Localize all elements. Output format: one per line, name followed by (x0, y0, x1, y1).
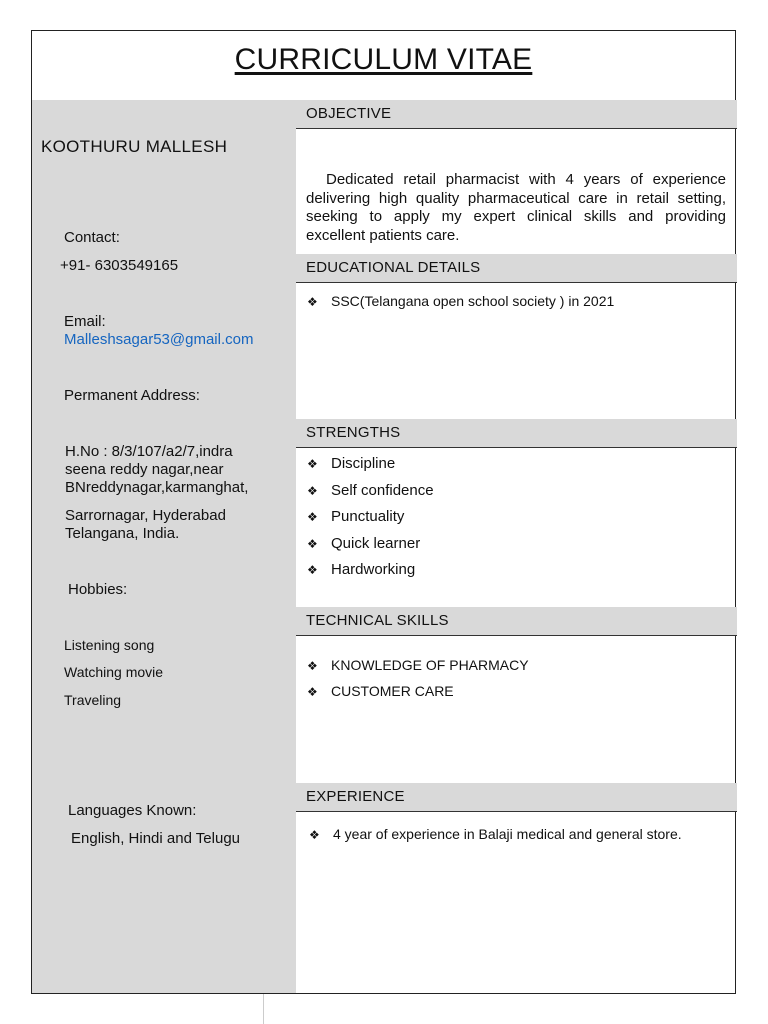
address-line: seena reddy nagar,near (65, 461, 224, 478)
objective-text (306, 171, 726, 245)
document-title: CURRICULUM VITAE (234, 43, 533, 76)
education-item-text: SSC(Telangana open school society ) in 2021 (331, 293, 615, 309)
bullet-icon: ❖ (309, 828, 320, 842)
bullet-icon: ❖ (307, 510, 318, 524)
strength-item (307, 535, 420, 552)
address-line: Telangana, India. (65, 525, 180, 542)
sidebar (32, 100, 296, 993)
contact-label: Contact: (64, 229, 120, 246)
hobby-item: Listening song (64, 637, 155, 653)
objective-body: Dedicated retail pharmacist with 4 years of experience delivering high quality pharmaceutical care in retail setting, seeking to apply my expert clinical skills and providing excellent patients care. (306, 171, 726, 244)
email-label: Email: (64, 313, 106, 330)
strength-item-text: Punctuality (331, 508, 405, 525)
section-heading-technical-skills: TECHNICAL SKILLS (296, 607, 737, 636)
bullet-icon: ❖ (307, 659, 318, 673)
page-divider (263, 994, 264, 1024)
bullet-icon: ❖ (307, 685, 318, 699)
hobby-item: Watching movie (64, 664, 164, 680)
technical-skill-item (307, 683, 454, 699)
hobby-item: Traveling (64, 692, 122, 708)
languages-label: Languages Known: (68, 802, 197, 819)
address-line: BNreddynagar,karmanghat, (65, 479, 249, 496)
strength-item (307, 455, 395, 472)
strength-item-text: Hardworking (331, 561, 416, 578)
section-heading-objective: OBJECTIVE (296, 100, 737, 129)
hobbies-label: Hobbies: (68, 581, 128, 598)
address-line: Sarrornagar, Hyderabad (65, 507, 226, 524)
section-heading-strengths: STRENGTHS (296, 419, 737, 448)
strength-item (307, 508, 404, 525)
email-link[interactable]: Malleshsagar53@gmail.com (64, 331, 254, 348)
strength-item-text: Self confidence (331, 482, 434, 499)
phone-number: +91- 6303549165 (60, 257, 179, 274)
languages-value: English, Hindi and Telugu (71, 830, 241, 847)
technical-skill-text: KNOWLEDGE OF PHARMACY (331, 657, 529, 673)
strength-item-text: Quick learner (331, 535, 421, 552)
bullet-icon: ❖ (307, 484, 318, 498)
strength-item (307, 482, 434, 499)
experience-item-text: 4 year of experience in Balaji medical and general store. (333, 826, 682, 842)
resume-page (31, 30, 736, 994)
strength-item-text: Discipline (331, 455, 396, 472)
strength-item (307, 561, 415, 578)
technical-skill-item (307, 657, 529, 673)
section-heading-education: EDUCATIONAL DETAILS (296, 254, 737, 283)
education-item (307, 293, 614, 309)
technical-skill-text: CUSTOMER CARE (331, 683, 454, 699)
candidate-name: KOOTHURU MALLESH (41, 137, 228, 156)
bullet-icon: ❖ (307, 295, 318, 309)
experience-item (309, 826, 682, 842)
bullet-icon: ❖ (307, 563, 318, 577)
bullet-icon: ❖ (307, 537, 318, 551)
address-label: Permanent Address: (64, 387, 200, 404)
bullet-icon: ❖ (307, 457, 318, 471)
address-line: H.No : 8/3/107/a2/7,indra (65, 443, 233, 460)
section-heading-experience: EXPERIENCE (296, 783, 737, 812)
